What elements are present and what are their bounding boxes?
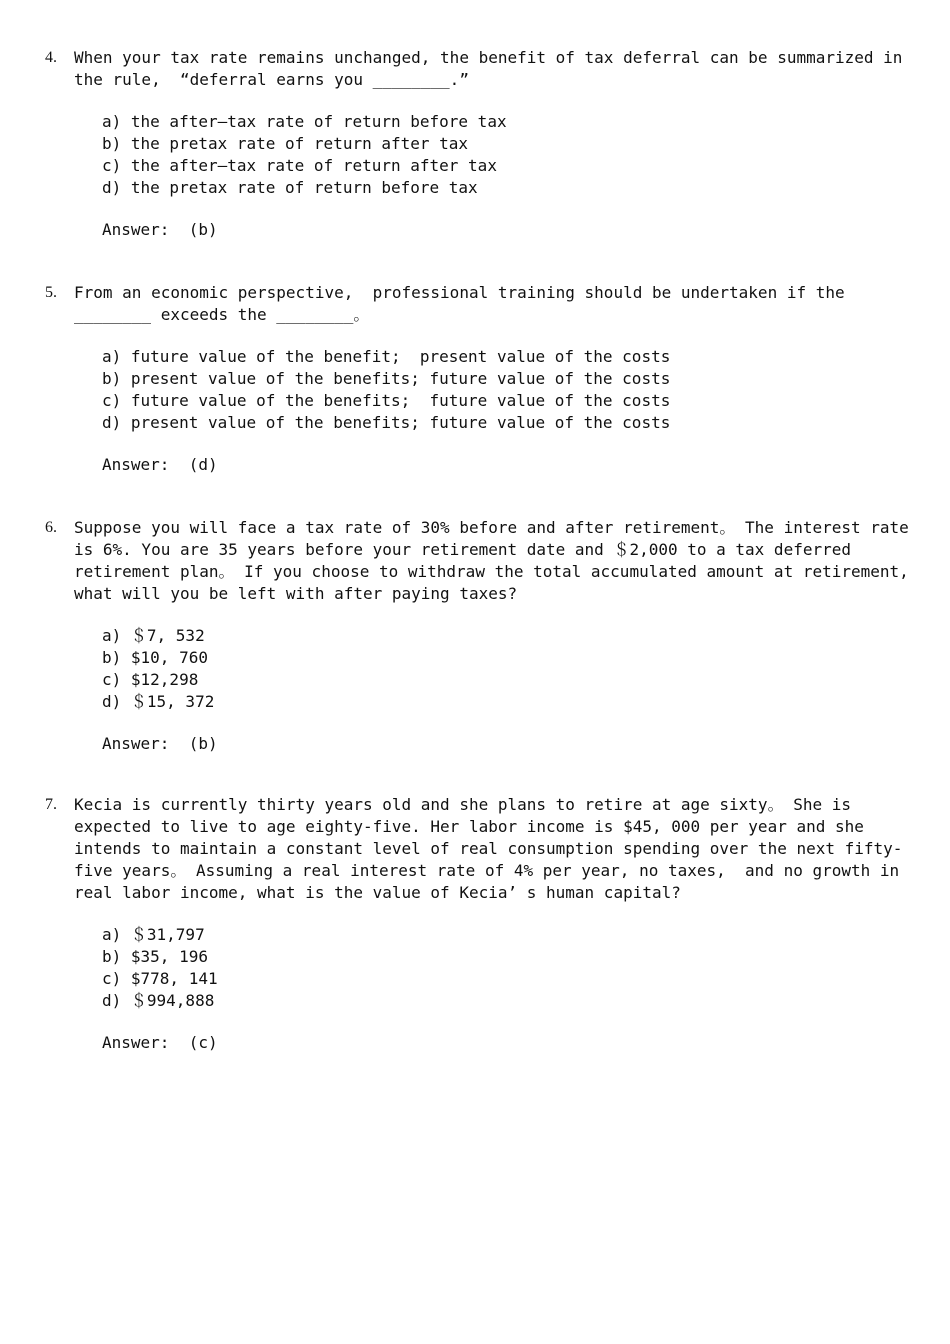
option-d: d) the pretax rate of return before tax xyxy=(102,178,478,197)
options-list xyxy=(102,924,915,1012)
question-text: Suppose you will face a tax rate of 30% before and after retirement。 The interest rate is 6%. You are 35 years before your retirement date and ＄2,000 to a tax deferred retirement plan。 If you choose to withdraw the total accumulated amount at retirement, what will you be left with after paying taxes? xyxy=(74,518,929,603)
question-4 xyxy=(45,47,915,241)
question-7 xyxy=(45,794,915,1054)
option-c: c) the after—tax rate of return after tax xyxy=(102,156,497,175)
options-list xyxy=(102,111,915,199)
option-a: a) ＄31,797 xyxy=(102,925,205,944)
answer-line: Answer: (c) xyxy=(102,1033,218,1052)
options-list xyxy=(102,625,915,713)
option-a: a) ＄7, 532 xyxy=(102,626,205,645)
option-b: b) $10, 760 xyxy=(102,648,208,667)
answer-line: Answer: (d) xyxy=(102,455,218,474)
question-text: Kecia is currently thirty years old and she plans to retire at age sixty。 She is expected to live to age eighty-five. Her labor income is $45, 000 per year and she intends to maintain a constant level of real consumption spending over the next fifty-five years。 Assuming a real interest rate of 4% per year, no taxes, and no growth in real labor income, what is the value of Kecia’ s human capital? xyxy=(74,795,909,902)
question-number: 5. xyxy=(45,284,57,301)
option-b: b) the pretax rate of return after tax xyxy=(102,134,469,153)
option-a: a) future value of the benefit; present value of the costs xyxy=(102,347,671,366)
question-number: 4. xyxy=(45,49,57,66)
answer-line: Answer: (b) xyxy=(102,220,218,239)
question-text: When your tax rate remains unchanged, the benefit of tax deferral can be summarized in the rule, “deferral earns you ________.” xyxy=(74,48,913,89)
question-6 xyxy=(45,517,929,755)
options-list xyxy=(102,346,915,434)
option-b: b) $35, 196 xyxy=(102,947,208,966)
option-d: d) present value of the benefits; future value of the costs xyxy=(102,413,671,432)
question-text: From an economic perspective, professional training should be undertaken if the ________ exceeds the ________。 xyxy=(74,283,855,324)
option-d: d) ＄15, 372 xyxy=(102,692,215,711)
option-c: c) future value of the benefits; future value of the costs xyxy=(102,391,671,410)
question-5 xyxy=(45,282,915,476)
option-d: d) ＄994,888 xyxy=(102,991,215,1010)
option-b: b) present value of the benefits; future value of the costs xyxy=(102,369,671,388)
option-a: a) the after—tax rate of return before tax xyxy=(102,112,507,131)
option-c: c) $778, 141 xyxy=(102,969,218,988)
question-number: 6. xyxy=(45,519,57,536)
question-number: 7. xyxy=(45,796,57,813)
option-c: c) $12,298 xyxy=(102,670,199,689)
answer-line: Answer: (b) xyxy=(102,734,218,753)
